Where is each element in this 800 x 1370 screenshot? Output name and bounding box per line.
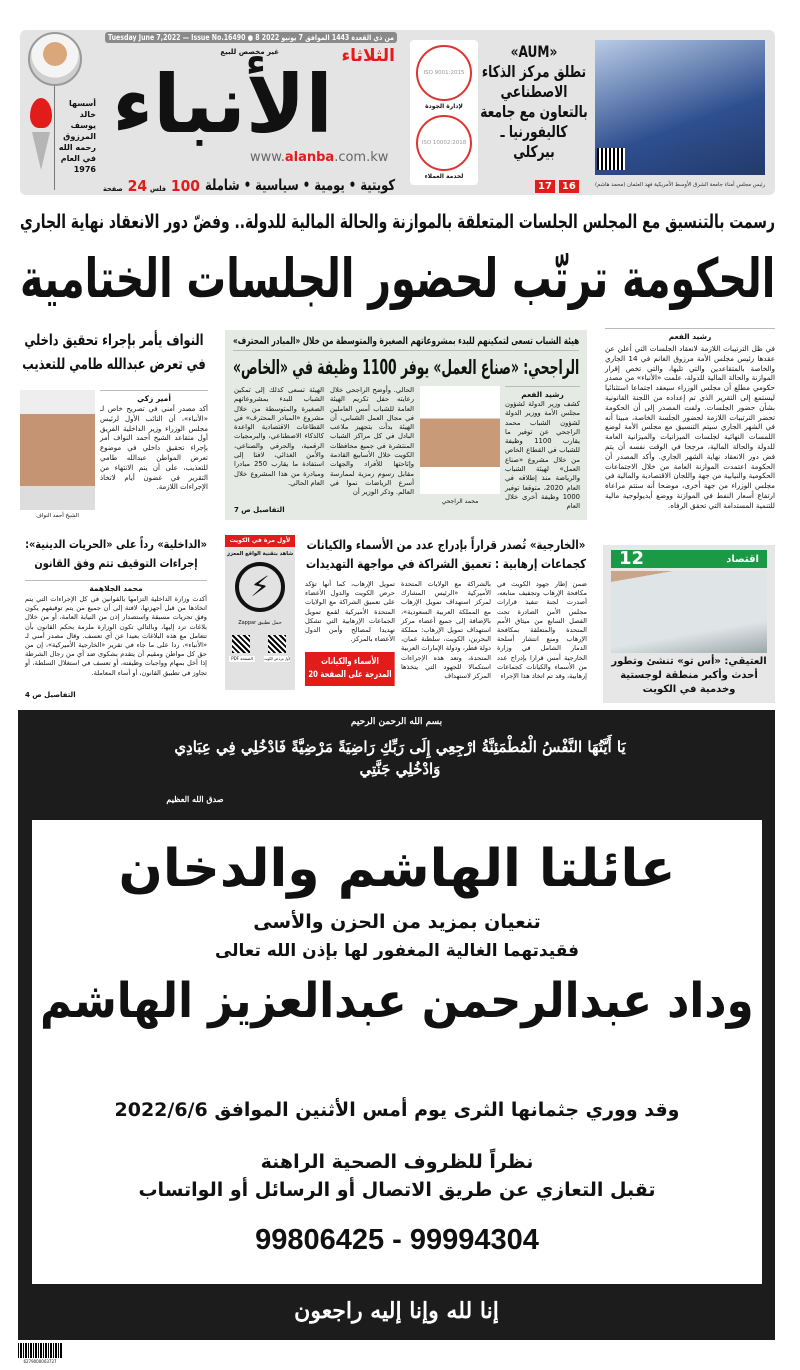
qr-code[interactable] [597, 148, 625, 170]
circumstance-line: نظراً للظروف الصحية الراهنة [260, 1151, 534, 1173]
youth-photo [420, 386, 500, 494]
nawaf-photo [20, 390, 95, 510]
page-badge[interactable]: 16 [559, 180, 579, 193]
economy-photo [611, 571, 767, 653]
promo-kicker: «AUM» [510, 42, 558, 61]
youth-kicker: هيئة الشباب تسعى لتمكينهم للبدء بمشروعاتهم الصغيرة والمتوسطة من خلال «المبادر المحترف» [233, 336, 580, 347]
divider [233, 350, 579, 351]
promo-title: تطلق مركز الذكاء الاصطناعي بالتعاون مع جامعة كاليفورنيا ـ بيركلي [480, 62, 588, 161]
iso-label: لإدارة الجودة [425, 103, 463, 110]
interior-body: أكدت وزارة الداخلية التزامها بالقوانين في كل الإجراءات التي يتم اتخاذها من قبل أجهزتها، لافتة إلى أن جميع من يتم توقيفهم يكون وفق تحريات مسبقة واستصدار إذن من النيابة العامة، أو من خلال بلاغات ترد إليها، وبالتالي تكون الوزارة ملزمة بحكم القانون بأن تتعامل مع هذه البلاغات بعيدا عن أي تعسف. وقال مصدر أمني لـ «الأنباء»، ردا على ما جاء في تقرير «الخارجية الأميركية»، إن من حق كل مواطن ومقيم أن يتقدم بشكوى ضد أي من رجال الشرطة إذا أخل بمهام وواجبات وظيفته، أو تعسف في استغلال السلطة، أو تجاوز في تطبيق القانون، أو أساء المعاملة. [25, 595, 207, 677]
not-for-sale: غير مخصص للبيع [220, 48, 279, 56]
page-count [103, 178, 147, 198]
flame-icon [30, 98, 52, 128]
lead-body: في ظل الترتيبات اللازمة لانعقاد الجلسات التي أعلن عن عقدها رئيس مجلس الأمة مرزوق الغانم في 14 الجاري والخاصة بالمتقاعدين والتي تليها، والتي تخص إقرار الموازنة والحالة المالية للدولة، علمت «الأنباء» من مصدر حكومي مطلع أن مجلس الوزراء سيعقد اجتماعا استثنائيا ليستمع إلى التقرير الذي تم إعداده من اللجنة القانونية بشأن حضور الجلسات. ولفت المصدر إلى أن الحكومة تحضر الترتيبات اللازمة لحضور الجلسة الخاصة، مبينا أنه في الشهر الجاري سيتم التنسيق مع مجلس الأمة لوضع اللمسات النهائية لجلسات الميزانيات والميزانية العامة للدولة والحالة المالية، مرجحا في الوقت نفسه أن يتم فض دور الانعقاد نهاية الشهر الجاري. وأكد المصدر أن الحكومة اعتمدت الموازنة العامة من خلال الاجتماعات الحكومية والنيابية من جهة واللجان الاقتصادية والمالية في مجلس الوزراء من جهة أخرى، موضحا أنه ستتم مراعاة ارتفاع أسعار النفط في الموازنة ووضع أيديولوجية مالية للتنمية المستدامة التي تحقق الرفاه. [605, 344, 775, 510]
ad-app: حمل تطبيق Zappar [238, 620, 282, 626]
promo-pages [535, 180, 579, 193]
tagline: كويتية • يومية • سياسية • شاملة [205, 176, 396, 194]
page-count-value: 24 [127, 177, 148, 195]
promo-headline[interactable] [480, 42, 588, 162]
iso-label: لخدمة العملاء [424, 173, 464, 180]
deceased-name: وداد عبدالرحمن عبدالعزيز الهاشم [40, 973, 754, 1029]
section-name: اقتصاد [726, 553, 759, 565]
iso-seal: ISO 10002:2018 [416, 115, 472, 171]
price-unit: فلس [150, 185, 167, 193]
deceased-intro: فقيدتهما الغالية المغفور لها بإذن الله تعالى [214, 941, 580, 961]
qr-label: الصفحة PDF [229, 656, 255, 662]
date-line: Tuesday June 7,2022 — Issue No.16490 ● 8 من ذي القعدة 1443 الموافق 7 يونيو 2022 [108, 33, 395, 42]
qr-code[interactable] [268, 635, 286, 653]
burial-line: وقد ووري جثمانها الثرى يوم أمس الأثنين الموافق 2022/6/6 [114, 1099, 680, 1121]
family-names: عائلتا الهاشم والدخان [118, 839, 676, 899]
divider [54, 86, 55, 190]
youth-col1: كشف وزير الدولة لشؤون مجلس الأمة ووزير الدولة لشؤون الشباب محمد الراجحي عن توفير ما يقارب 1100 وظيفة للشباب في القطاع الخاص من خلال مشروع «صناع العمل» لهيئة الشباب والرياضة منذ إطلاقه في العام 2020، متوقعا توفير 1000 وظيفة أخرى خلال العام [505, 400, 580, 511]
page-count-unit: صفحة [103, 185, 123, 193]
photo-caption: محمد الراجحي [441, 498, 479, 505]
byline: أمير زكي [100, 390, 208, 404]
byline: رشيد الفعم [605, 328, 775, 342]
basmala: بسم الله الرحمن الرحيم [350, 717, 443, 727]
url-brand: alanba [284, 150, 335, 165]
economy-headline: العتيقي: «أس تو» تنشئ وتطور أحدث وأكبر منطقة لوجستية وخدمية في الكويت [611, 656, 767, 695]
foreign-col1: ضمن إطار جهود الكويت في مكافحة الإرهاب وتجفيف منابعه، أصدرت لجنة تنفيذ قرارات مجلس الأمن الصادرة تحت الفصل السابع من ميثاق الأمم المتحدة والمتعلقة بمكافحة الإرهاب ومنع انتشار أسلحة الدمار الشامل في وزارة الخارجية أمس قرارا بإدراج عدد من الأسماء والكيانات كجماعات إرهابية، وقد تم اتخاذ هذا الإجراء [497, 580, 587, 681]
qr-label: لأول مرة في الكويت [264, 656, 291, 661]
barcode [18, 1343, 62, 1358]
ad-sub: شاهد بتقنية الواقع المعزز [227, 551, 294, 557]
lead-headline[interactable]: الحكومة ترتّب لحضور الجلسات الختامية [20, 247, 776, 310]
website-link[interactable] [250, 150, 388, 166]
byline: محمد الجلاهمة [25, 580, 207, 594]
foreign-headline[interactable]: «الخارجية» تُصدر قراراً بإدراج عدد من الأسماء والكيانات كجماعات إرهابية : تعميق الشراكة في مواجهة التهديدات [305, 537, 587, 571]
weekday: الثلاثاء [341, 46, 395, 66]
verse-end: صدق الله العظيم [166, 794, 224, 804]
youth-col3: الهيئة تسعى كذلك إلى تمكين الشباب للبدء بمشروعاتهم الصغيرة والمتوسطة من خلال مشروع «المبادر المحترف» في القطاعات الاقتصادية الواعدة كالذكاء الاصطناعي، والبرمجيات الرقمية، والحرفي والصناعي، والأمن الغذائي، لافتا إلى استفادة ما يقارب 250 مبادرا ومبادرة من هذا المشروع خلال العام الحالي. [234, 386, 324, 487]
url-prefix: www. [250, 150, 285, 165]
url-suffix: .com.kw [334, 150, 389, 165]
ar-ad[interactable] [225, 535, 295, 690]
byline: رشيد الفعم [505, 386, 580, 400]
foreign-col3: تمويل الإرهاب، كما أنها تؤكد حرص الكويت والدول الأعضاء على تعميق الشراكة مع الولايات المتحدة الأميركية لقمع تمويل الجماعات الإرهابية التي تشكل تهديدا لمصالح وأمن الدول الأعضاء بالمركز. [305, 580, 395, 644]
interior-headline[interactable]: «الداخلية» رداً على «الحريات الدينية»: إجراءات التوقيف تتم وفق القانون [25, 537, 207, 570]
closing-calligraphy: إنا لله وإنا إليه راجعون [294, 1298, 499, 1324]
price-value: 100 [170, 177, 200, 195]
details-link[interactable]: التفاصيل ص 7 [234, 506, 285, 514]
lead-subheadline: رسمت بالتنسيق مع المجلس الجلسات المتعلقة بالموازنة والحالة المالية للدولة.. وفضّ دور الانعقاد نهاية الجاري [20, 211, 775, 233]
iso-seal: ISO 9001:2015 [416, 45, 472, 101]
photo-caption: الشيخ أحمد النواف [36, 513, 79, 519]
phone-numbers: 99806425 - 99994304 [255, 1224, 539, 1256]
founder-portrait [28, 32, 82, 86]
zappar-logo-icon: ⚡ [235, 562, 285, 612]
barcode-number: 6279000003727 [23, 1359, 57, 1364]
newspaper-logo: الأنباء [112, 58, 333, 151]
quran-verse: يَا أَيَّتُهَا النَّفْسُ الْمُطْمَئِنَّةُ ارْجِعِي إِلَى رَبِّكِ رَاضِيَةً مَرْضِيَّةً فَادْخُلِي فِي عِبَادِي وَادْخُلِي جَنَّتِي [174, 738, 626, 778]
iso-certificates [410, 40, 478, 185]
ad-title: لأول مرة في الكويت [225, 535, 295, 547]
list-link[interactable]: الأسماء والكيانات المدرجة على الصفحة 20 [305, 652, 395, 686]
mourn-line: تنعيان بمزيد من الحزن والأسى [253, 911, 541, 933]
price [150, 178, 200, 198]
page-number: 12 [619, 548, 645, 569]
details-link[interactable]: التفاصيل ص 4 [25, 691, 76, 699]
nawaf-body: أكد مصدر أمني في تصريح خاص لـ «الأنباء»، أن النائب الأول لرئيس مجلس الوزراء وزير الداخلية الفريق أول متقاعد الشيخ أحمد النواف أمر بإجراء تحقيق داخلي في موضوع تعرض المواطن عبدالله طامي للتعذيب، على أن يتم الانتهاء من التقرير في غضون أيام لاتخاذ الإجراءات اللازمة. [100, 405, 208, 492]
founder-note: أسسها خالد يوسف المرزوق رحمه الله في العام 1976 [58, 99, 96, 174]
page-badge[interactable]: 17 [535, 180, 555, 193]
youth-headline[interactable]: الراجحي: «صناع العمل» يوفر 1100 وظيفة في «الخاص» [233, 355, 580, 379]
condolence-line: تقبل التعازي عن طريق الاتصال أو الرسائل أو الواتساب [138, 1179, 656, 1201]
youth-col2: الحالي. وأوضح الراجحي خلال رعايته حفل تكريم الهيئة العامة للشباب أمس العاملين في مجال العمل الشبابي، أن الهيئة بدأت بتجهيز ملاعب البادل في كل مراكز الشباب المنتشرة في جميع محافظات الكويت خلال الأسابيع القادمة وإتاحتها للأفراد والجهات مقابل رسوم رمزية لممارسة أسرع الرياضات نموا في العالم. وذكر الوزير أن [330, 386, 414, 497]
foreign-col2: بالشراكة مع الولايات المتحدة الأميركية «الرئيس المشارك لمركز استهداف تمويل الإرهاب مع المملكة العربية السعودية»، بالإضافة إلى جميع أعضاء مركز استهداف تمويل الإرهاب: مملكة البحرين، الكويت، سلطنة عمان، دولة قطر، ودولة الإمارات العربية المتحدة، وتعد هذه الإجراءات استكمالا للجهود التي يتخذها المركز لاستهداف [401, 580, 491, 681]
photo-caption: رئيس مجلس أمناء جامعة الشرق الأوسط الأمريكية فهد العثمان (محمد هاشم) [595, 182, 766, 188]
section-band [611, 550, 767, 568]
nawaf-headline[interactable]: النواف يأمر بإجراء تحقيق داخلي في تعرض عبدالله طامي للتعذيب [22, 331, 206, 373]
qr-code[interactable] [232, 635, 250, 653]
